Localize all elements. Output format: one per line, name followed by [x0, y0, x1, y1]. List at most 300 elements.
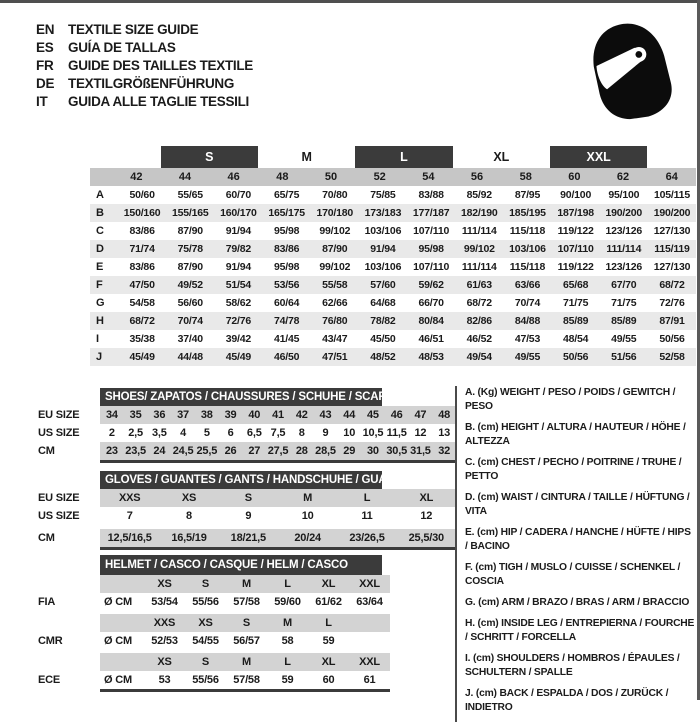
size-value: 68/72: [466, 297, 492, 309]
label-spacer: [38, 555, 100, 575]
size-value: 49/55: [611, 333, 637, 345]
helmet-value: 61: [363, 674, 376, 686]
strip-cell: 7: [126, 510, 133, 522]
strip-row: [100, 442, 456, 460]
size-value: 55/65: [177, 189, 203, 201]
size-value: 91/94: [370, 243, 396, 255]
size-value: 107/110: [413, 261, 450, 273]
size-value: 95/100: [608, 189, 640, 201]
size-value: 177/187: [412, 207, 450, 219]
strip-cell: 2: [108, 427, 115, 439]
strip-cell: 42: [295, 409, 308, 421]
strip-cell: 11: [361, 510, 373, 522]
size-value: 70/74: [514, 297, 541, 309]
strip-cell: 10: [343, 427, 356, 439]
size-value: 59/62: [418, 279, 444, 291]
row-letter: G: [96, 297, 105, 309]
size-value: 105/115: [653, 189, 690, 201]
size-value: 60/64: [273, 297, 300, 309]
helmet-values-row: [100, 593, 390, 611]
helmet-blank-label: [38, 575, 100, 593]
row-label: US SIZE: [38, 427, 80, 439]
size-table-row: [90, 312, 696, 330]
language-code: FR: [36, 57, 54, 73]
helmet-size: L: [284, 656, 291, 668]
size-value: 56/60: [177, 297, 203, 309]
size-value: 39/42: [225, 333, 252, 345]
language-code: DE: [36, 75, 55, 91]
strip-row: [100, 507, 456, 525]
row-letter-spacer: [90, 168, 112, 186]
row-label: EU SIZE: [38, 409, 80, 421]
strip-cell: XS: [181, 492, 197, 504]
legend-item: C. (cm) CHEST / PECHO / POITRINE / TRUHE / PETTO: [465, 457, 682, 482]
shoes-content: [100, 388, 456, 463]
strip-cell: 24: [153, 445, 166, 457]
size-table-row: [90, 204, 696, 222]
strip-cell: 8: [186, 510, 192, 522]
size-value: 49/55: [514, 351, 541, 363]
row-letter: H: [96, 315, 104, 327]
label-spacer: [38, 471, 100, 489]
page-top-border: [0, 0, 700, 3]
strip-cell: 6: [227, 427, 234, 439]
size-value: 65/68: [562, 279, 589, 291]
diameter-unit-label: Ø CM: [104, 635, 132, 647]
size-value: 50/56: [659, 333, 685, 345]
size-table-row: [90, 348, 696, 366]
shoes-table: [38, 388, 456, 463]
strip-cell: 23/26,5: [349, 532, 385, 544]
language-code: EN: [36, 21, 55, 37]
strip-cell: 27: [248, 445, 261, 457]
shoes-row-labels: [38, 388, 100, 463]
size-number: 62: [616, 171, 630, 183]
size-value: 155/165: [171, 207, 209, 219]
strip-row: [100, 406, 456, 424]
size-value: 48/53: [418, 351, 444, 363]
helmet-value: 53/54: [151, 596, 178, 608]
legend-item: J. (cm) BACK / ESPALDA / DOS / ZURÜCK / INDIETRO: [465, 688, 669, 713]
language-row: [36, 56, 253, 74]
size-value: 185/195: [509, 207, 546, 219]
strip-cell: 24,5: [172, 445, 194, 457]
strip-cell: 10: [301, 510, 314, 522]
size-value: 82/86: [466, 315, 492, 327]
size-value: 150/160: [123, 207, 161, 219]
shoes-rows: [100, 406, 456, 460]
helmet-size: XXS: [153, 617, 176, 629]
helmet-sizes-row: [100, 653, 390, 671]
language-title: GUIDE DES TAILLES TEXTILE: [68, 57, 254, 73]
language-row: [36, 38, 253, 56]
helmet-size: XS: [157, 656, 172, 668]
size-value: 83/88: [418, 189, 444, 201]
strip-row: [100, 489, 456, 507]
helmet-value: 58: [281, 635, 294, 647]
size-value: 173/183: [364, 207, 402, 219]
size-value: 63/66: [514, 279, 541, 291]
helmet-value: 60: [322, 674, 335, 686]
size-number: 56: [470, 171, 484, 183]
size-number: 58: [519, 171, 532, 183]
full-face-helmet-icon: [588, 20, 672, 126]
size-group-row: [90, 146, 696, 168]
strip-cell: 26: [224, 445, 237, 457]
legend-item: I. (cm) SHOULDERS / HOMBROS / ÉPAULES / SCHULTERN / SPALLE: [465, 653, 680, 678]
size-value: 58/62: [225, 297, 252, 309]
size-value: 95/98: [273, 261, 300, 273]
size-value: 47/51: [322, 351, 348, 363]
row-letter: E: [96, 261, 104, 273]
legend-item: E. (cm) HIP / CADERA / HANCHE / HÜFTE / HIPS / BACINO: [465, 527, 691, 552]
size-value: 115/118: [509, 225, 546, 237]
size-number: 54: [422, 171, 435, 183]
helmet-size: XS: [157, 578, 172, 590]
size-value: 46/52: [466, 333, 492, 345]
strip-cell: 45: [367, 409, 379, 421]
size-value: 111/114: [606, 243, 642, 255]
size-value: 91/94: [225, 225, 252, 237]
helmet-sizes-row: [100, 614, 390, 632]
size-value: 83/86: [273, 243, 300, 255]
size-value: 67/70: [611, 279, 637, 291]
size-value: 103/106: [364, 225, 402, 237]
language-row: [36, 20, 253, 38]
row-letter-spacer: [90, 146, 112, 168]
helmet-blank-label: [38, 614, 100, 632]
size-group-S: S: [161, 146, 258, 168]
size-number: 46: [227, 171, 240, 183]
size-value: 51/54: [225, 279, 252, 291]
size-number: 48: [276, 171, 289, 183]
language-row: [36, 92, 253, 110]
diameter-unit-label: Ø CM: [104, 674, 132, 686]
strip-cell: 2,5: [128, 427, 143, 439]
size-group-M: M: [301, 150, 312, 164]
size-group-blank: [647, 146, 696, 168]
strip-cell: 36: [153, 409, 166, 421]
size-value: 71/75: [611, 297, 637, 309]
language-title: TEXTILE SIZE GUIDE: [68, 21, 199, 37]
size-number: 52: [373, 171, 386, 183]
helmet-value: 52/53: [151, 635, 178, 647]
strip-cell: 9: [245, 510, 252, 522]
row-label: CM: [38, 532, 55, 544]
strip-cell: L: [363, 492, 371, 504]
size-value: 70/74: [177, 315, 203, 327]
strip-cell: 11,5: [386, 427, 407, 439]
size-value: 111/114: [461, 261, 497, 273]
size-value: 75/78: [177, 243, 203, 255]
size-value: 160/170: [220, 207, 257, 219]
size-value: 99/102: [319, 225, 351, 237]
row-letter: A: [96, 189, 104, 201]
size-value: 170/180: [316, 207, 354, 219]
strip-cell: 3,5: [151, 427, 167, 439]
strip-cell: 13: [438, 427, 451, 439]
size-table: [90, 146, 696, 366]
strip-cell: 28,5: [315, 445, 336, 457]
size-value: 87/90: [177, 225, 203, 237]
strip-cell: S: [244, 492, 252, 504]
size-value: 85/89: [611, 315, 637, 327]
helmet-title-bar: HELMET / CASCO / CASQUE / HELM / CASCO: [100, 555, 382, 575]
size-value: 60/70: [225, 189, 252, 201]
size-number: 42: [130, 171, 143, 183]
language-row: [36, 74, 253, 92]
helmet-size: S: [201, 656, 210, 668]
helmet-value: 57/58: [233, 674, 260, 686]
size-value: 123/126: [605, 261, 643, 273]
row-letter: C: [96, 225, 104, 237]
size-value: 55/58: [322, 279, 348, 291]
size-value: 43/47: [322, 333, 348, 345]
strip-cell: 12: [420, 510, 433, 522]
language-code: ES: [36, 39, 54, 55]
strip-cell: 23: [105, 445, 118, 457]
helmet-size: XS: [198, 617, 213, 629]
helmet-values-row: [100, 671, 390, 689]
size-value: 57/60: [370, 279, 396, 291]
size-value: 45/49: [225, 351, 252, 363]
helmet-rows: [100, 575, 390, 689]
size-value: 72/76: [225, 315, 252, 327]
size-value: 46/51: [418, 333, 444, 345]
size-value: 127/130: [653, 261, 691, 273]
gloves-table: [38, 471, 456, 550]
size-value: 62/66: [322, 297, 348, 309]
size-value: 45/50: [370, 333, 396, 345]
strip-cell: 12: [414, 427, 427, 439]
strip-cell: 6,5: [246, 427, 262, 439]
size-value: 52/58: [659, 351, 685, 363]
size-value: 187/198: [557, 207, 594, 219]
size-value: 91/94: [225, 261, 252, 273]
helmet-table: [38, 555, 390, 692]
language-title: TEXTILGRÖßENFÜHRUNG: [68, 75, 235, 91]
row-letter: D: [96, 243, 104, 255]
strip-cell: 12,5/16,5: [107, 532, 152, 544]
row-letter: J: [96, 351, 102, 363]
size-value: 51/56: [611, 351, 637, 363]
row-letter: F: [96, 279, 103, 291]
helmet-value: 57/58: [233, 596, 260, 608]
legend-item: G. (cm) ARM / BRAZO / BRAS / ARM / BRACCIO: [465, 597, 690, 608]
size-value: 68/72: [659, 279, 685, 291]
size-value: 190/200: [605, 207, 643, 219]
helmet-value: 61/62: [315, 596, 342, 608]
strip-cell: 9: [322, 427, 329, 439]
size-group-XL: XL: [493, 150, 510, 164]
size-value: 127/130: [653, 225, 691, 237]
strip-cell: 10,5: [362, 427, 384, 439]
strip-cell: 18/21,5: [230, 532, 266, 544]
helmet-size: L: [325, 617, 332, 629]
strip-cell: 39: [224, 409, 237, 421]
size-group-XXL: XXL: [550, 146, 647, 168]
row-letter: I: [96, 333, 99, 345]
helmet-size: S: [242, 617, 251, 629]
size-value: 123/126: [605, 225, 643, 237]
gloves-rows: [100, 489, 456, 547]
helmet-size: XL: [321, 578, 336, 590]
size-value: 71/74: [129, 243, 155, 255]
size-value: 90/100: [560, 189, 592, 201]
size-value: 85/89: [562, 315, 589, 327]
size-value: 182/190: [461, 207, 498, 219]
strip-cell: 48: [438, 409, 451, 421]
size-value: 47/53: [514, 333, 541, 345]
helmet-value: 59: [322, 635, 335, 647]
strip-cell: 43: [319, 409, 332, 421]
helmet-size: M: [283, 617, 292, 629]
shoes-title-bar: SHOES/ ZAPATOS / CHAUSSURES / SCHUHE / SCARPE: [100, 388, 382, 406]
helmet-value: 63/64: [356, 596, 383, 608]
strip-cell: 23,5: [125, 445, 146, 457]
size-value: 48/54: [562, 333, 589, 345]
size-number: 60: [568, 171, 581, 183]
size-number: 64: [665, 171, 678, 183]
gloves-title-bar: GLOVES / GUANTES / GANTS / HANDSCHUHE / GUANTI: [100, 471, 382, 489]
language-code: IT: [36, 93, 48, 109]
legend-item: F. (cm) TIGH / MUSLO / CUISSE / SCHENKEL / COSCIA: [465, 562, 681, 587]
size-value: 115/119: [654, 243, 690, 255]
helmet-row-labels: [38, 555, 100, 692]
size-value: 65/75: [273, 189, 300, 201]
helmet-size: XXL: [359, 578, 380, 590]
strip-cell: 30: [367, 445, 379, 457]
strip-cell: 32: [438, 445, 451, 457]
strip-cell: 25,5/30: [408, 532, 444, 544]
size-value: 103/106: [364, 261, 402, 273]
language-title-list: [36, 20, 253, 110]
size-value: 87/95: [514, 189, 541, 201]
strip-cell: 37: [177, 409, 189, 421]
strip-cell: 40: [248, 409, 261, 421]
strip-row: [100, 424, 456, 442]
strip-cell: 27,5: [267, 445, 289, 457]
size-value: 83/86: [129, 225, 155, 237]
helmet-size: XXL: [359, 656, 380, 668]
helmet-size: XL: [321, 656, 336, 668]
size-table-row: [90, 330, 696, 348]
strip-cell: XL: [419, 492, 434, 504]
measurement-legend: [455, 386, 695, 722]
legend-item: D. (cm) WAIST / CINTURA / TAILLE / HÜFTUNG / VITA: [465, 492, 690, 517]
size-table-row: [90, 276, 696, 294]
size-value: 49/54: [466, 351, 492, 363]
strip-cell: 7,5: [270, 427, 286, 439]
helmet-standard-label: CMR: [38, 635, 63, 647]
size-value: 75/85: [370, 189, 396, 201]
size-value: 68/72: [129, 315, 155, 327]
size-value: 50/56: [562, 351, 589, 363]
size-table-row: [90, 258, 696, 276]
strip-cell: 5: [203, 427, 210, 439]
helmet-standard-label: FIA: [38, 596, 56, 608]
language-title: GUÍA DE TALLAS: [68, 39, 176, 55]
size-table-row: [90, 294, 696, 312]
size-value: 87/90: [322, 243, 348, 255]
size-value: 50/60: [129, 189, 155, 201]
size-value: 165/175: [268, 207, 305, 219]
size-value: 80/84: [418, 315, 444, 327]
gloves-content: [100, 471, 456, 550]
helmet-size: L: [284, 578, 291, 590]
helmet-value: 59: [281, 674, 294, 686]
size-value: 53/56: [273, 279, 300, 291]
size-value: 46/50: [273, 351, 300, 363]
size-value: 47/50: [129, 279, 155, 291]
size-table-row: [90, 186, 696, 204]
strip-cell: 31,5: [410, 445, 431, 457]
legend-item: A. (Kg) WEIGHT / PESO / POIDS / GEWITCH / PESO: [465, 387, 676, 412]
size-number: 50: [324, 171, 338, 183]
size-value: 64/68: [370, 297, 396, 309]
strip-cell: 46: [390, 409, 403, 421]
size-value: 44/48: [177, 351, 203, 363]
strip-cell: 30,5: [386, 445, 407, 457]
strip-cell: 25,5: [196, 445, 218, 457]
size-value: 61/63: [466, 279, 492, 291]
row-label: EU SIZE: [38, 492, 80, 504]
size-value: 95/98: [273, 225, 300, 237]
size-value: 37/40: [177, 333, 203, 345]
row-label: CM: [38, 445, 55, 457]
strip-cell: 4: [180, 427, 187, 439]
size-value: 54/58: [129, 297, 155, 309]
strip-cell: 35: [129, 409, 142, 421]
size-value: 35/38: [129, 333, 155, 345]
legend-item: H. (cm) INSIDE LEG / ENTREPIERNA / FOURCHE / SCHRITT / FORCELLA: [465, 618, 695, 643]
strip-cell: 20/24: [294, 532, 321, 544]
diameter-unit-label: Ø CM: [104, 596, 132, 608]
strip-cell: XXS: [118, 492, 141, 504]
size-numbers-row: [90, 168, 696, 186]
helmet-value: 55/56: [192, 596, 219, 608]
size-value: 85/92: [466, 189, 492, 201]
helmet-size: M: [242, 656, 251, 668]
size-value: 71/75: [562, 297, 589, 309]
size-value: 95/98: [418, 243, 444, 255]
size-group-blank: [112, 146, 161, 168]
size-value: 74/78: [273, 315, 300, 327]
strip-cell: 47: [414, 409, 427, 421]
size-value: 49/52: [177, 279, 203, 291]
size-value: 87/90: [177, 261, 203, 273]
strip-cell: 28: [295, 445, 308, 457]
label-spacer: [38, 388, 100, 406]
size-table-row: [90, 222, 696, 240]
helmet-value: 56/57: [233, 635, 260, 647]
strip-cell: 41: [272, 409, 284, 421]
size-value: 107/110: [413, 225, 450, 237]
helmet-value: 53: [158, 674, 171, 686]
size-value: 41/45: [273, 333, 300, 345]
helmet-sizes-row: [100, 575, 390, 593]
helmet-blank-label: [38, 653, 100, 671]
size-value: 84/88: [514, 315, 541, 327]
size-value: 115/118: [509, 261, 546, 273]
helmet-value: 54/55: [192, 635, 219, 647]
size-value: 48/52: [370, 351, 396, 363]
row-label: US SIZE: [38, 510, 80, 522]
helmet-standard-label: ECE: [38, 674, 61, 686]
strip-row: [100, 529, 456, 547]
helmet-content: [100, 555, 390, 692]
size-value: 103/106: [509, 243, 546, 255]
